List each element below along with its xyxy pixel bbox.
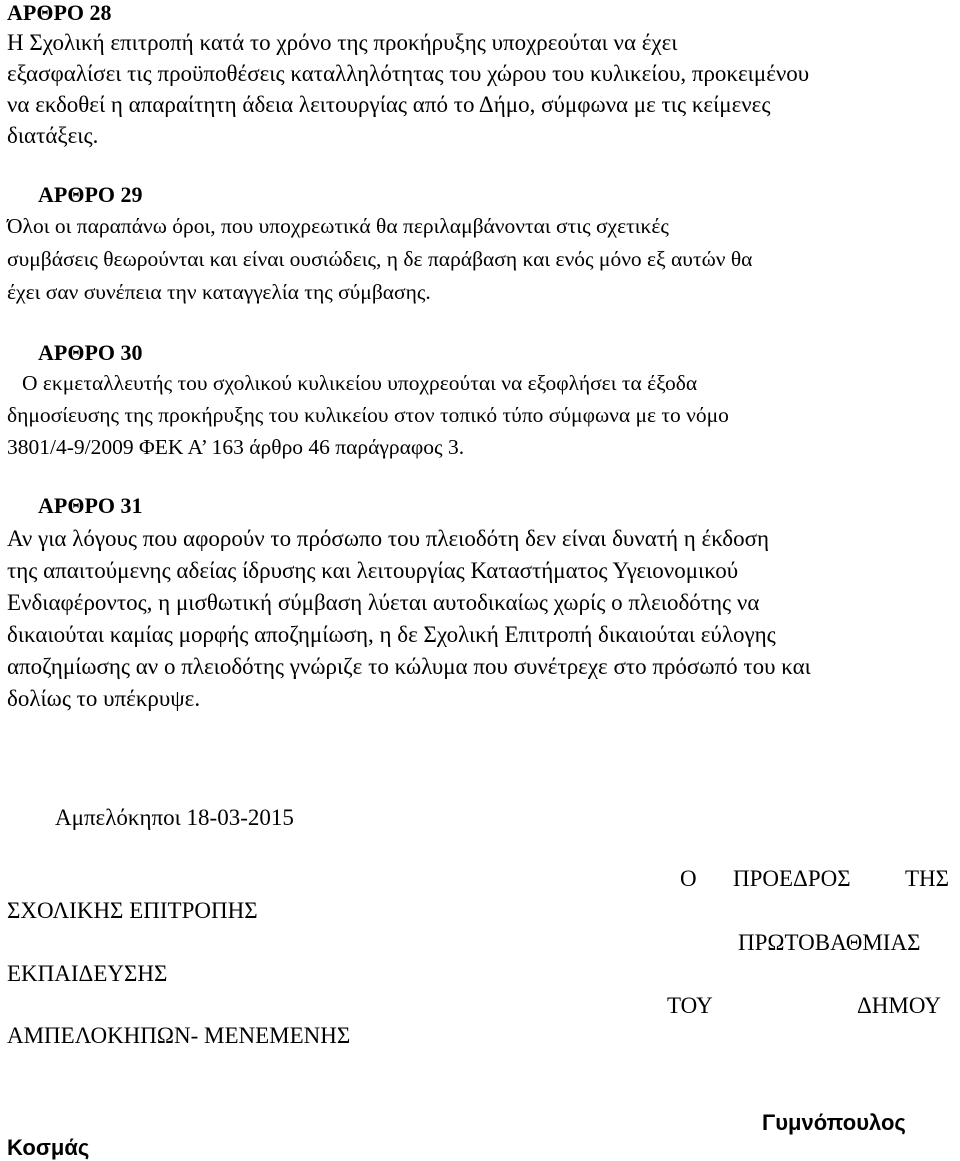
article-31-line-3: Ενδιαφέροντος, η μισθωτική σύμβαση λύεται αυτοδικαίως χωρίς ο πλειοδότης να xyxy=(7,590,760,615)
left-signature-line-2: ΕΚΠΑΙΔΕΥΣΗΣ xyxy=(7,961,168,986)
article-30-heading: ΑΡΘΡΟ 30 xyxy=(38,340,143,365)
article-29-line-3: έχει σαν συνέπεια την καταγγελία της σύμβασης. xyxy=(7,280,431,304)
article-31-line-4: δικαιούται καμίας μορφής αποζημίωση, η δε Σχολική Επιτροπή δικαιούται εύλογης xyxy=(7,622,776,647)
article-31-line-5: αποζημίωσης αν ο πλειοδότης γνώριζε το κώλυμα που συνέτρεχε στο πρόσωπό του και xyxy=(7,654,811,679)
article-31-line-6: δολίως το υπέκρυψε. xyxy=(7,686,201,711)
article-31-line-1: Αν για λόγους που αφορούν το πρόσωπο του πλειοδότη δεν είναι δυνατή η έκδοση xyxy=(7,526,770,551)
right-signature-word-1: Ο xyxy=(680,866,697,891)
article-31-heading: ΑΡΘΡΟ 31 xyxy=(38,493,143,518)
article-30-line-1: Ο εκμεταλλευτής του σχολικού κυλικείου υποχρεούται να εξοφλήσει τα έξοδα xyxy=(22,371,698,395)
article-29-line-1: Όλοι οι παραπάνω όροι, που υποχρεωτικά θα περιλαμβάνονται στις σχετικές xyxy=(7,214,669,238)
article-28-heading: ΑΡΘΡΟ 28 xyxy=(7,0,112,25)
article-30-line-2: δημοσίευσης της προκήρυξης του κυλικείου στον τοπικό τύπο σύμφωνα με το νόμο xyxy=(7,403,729,427)
right-signature-word-dimou: ΔΗΜΟΥ xyxy=(857,993,941,1018)
right-signature-line-2: ΠΡΩΤΟΒΑΘΜΙΑΣ xyxy=(738,930,921,955)
article-31-line-2: της απαιτούμενης αδείας ίδρυσης και λειτουργίας Καταστήματος Υγειονομικού xyxy=(7,558,739,583)
article-30-line-3: 3801/4-9/2009 ΦΕΚ Α’ 163 άρθρο 46 παράγραφος 3. xyxy=(7,435,465,459)
right-signature-word-tou: ΤΟΥ xyxy=(667,993,713,1018)
right-signature-word-2: ΠΡΟΕΔΡΟΣ xyxy=(733,866,851,891)
article-29-line-2: συμβάσεις θεωρούνται και είναι ουσιώδεις, η δε παράβαση και ενός μόνο εξ αυτών θα xyxy=(7,247,753,271)
left-signature-line-1: ΣΧΟΛΙΚΗΣ ΕΠΙΤΡΟΠΗΣ xyxy=(7,898,258,923)
left-signatory-name: Κοσμάς xyxy=(7,1135,90,1160)
left-signature-line-3: ΑΜΠΕΛΟΚΗΠΩΝ- ΜΕΝΕΜΕΝΗΣ xyxy=(7,1023,351,1048)
article-28-line-4: διατάξεις. xyxy=(7,123,99,148)
right-signature-word-3: ΤΗΣ xyxy=(905,866,950,891)
place-date: Αμπελόκηποι 18-03-2015 xyxy=(55,805,294,830)
right-signatory-name: Γυμνόπουλος xyxy=(762,1110,906,1135)
article-28-line-2: εξασφαλίσει τις προϋποθέσεις καταλληλότητας του χώρου του κυλικείου, προκειμένου xyxy=(7,61,810,86)
article-29-heading: ΑΡΘΡΟ 29 xyxy=(38,182,143,207)
article-28-line-3: να εκδοθεί η απαραίτητη άδεια λειτουργίας από το Δήμο, σύμφωνα με τις κείμενες xyxy=(7,92,771,117)
article-28-line-1: Η Σχολική επιτροπή κατά το χρόνο της προκήρυξης υποχρεούται να έχει xyxy=(7,30,678,55)
